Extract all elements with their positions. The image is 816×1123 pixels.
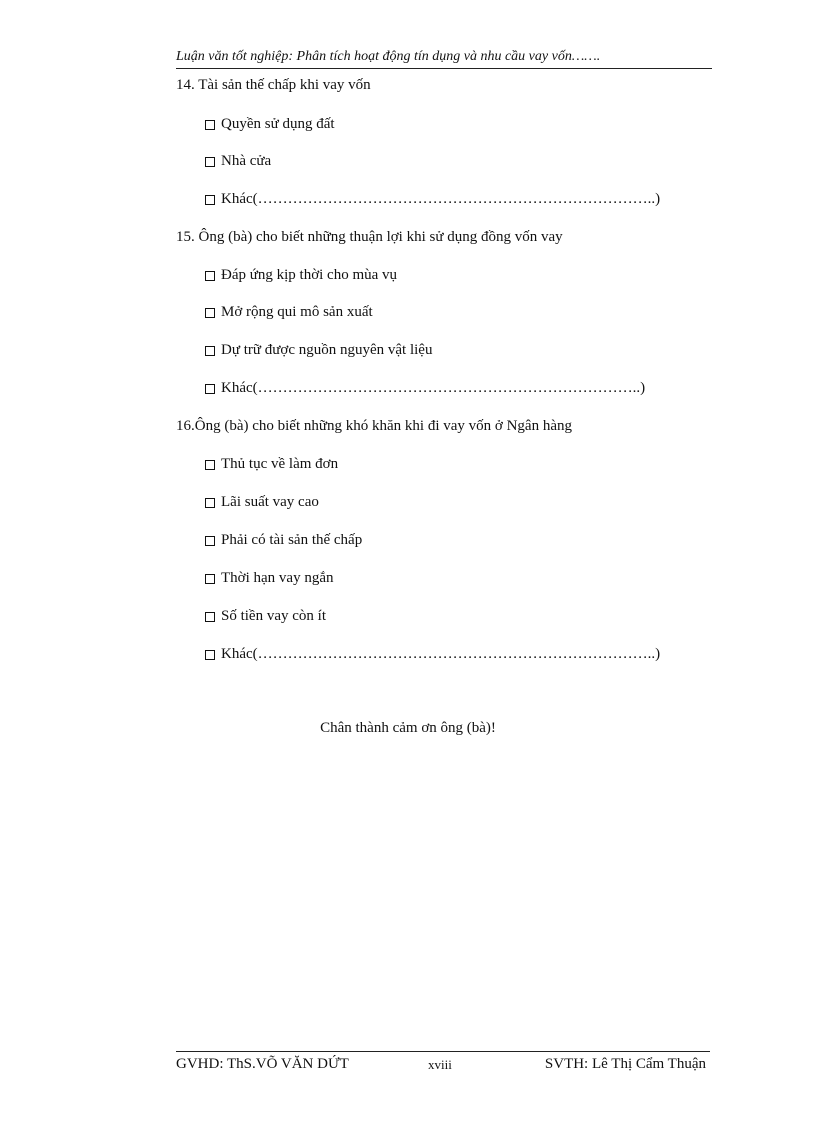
option-checkbox-row[interactable] bbox=[205, 570, 334, 587]
footer-page-number: xviii bbox=[428, 1057, 452, 1072]
option-checkbox-row[interactable] bbox=[205, 304, 373, 321]
option-checkbox-row[interactable] bbox=[205, 380, 645, 397]
option-checkbox-row[interactable] bbox=[205, 267, 397, 284]
checkbox-icon[interactable] bbox=[205, 612, 215, 622]
option-checkbox-row[interactable] bbox=[205, 646, 660, 663]
option-label: Lãi suất vay cao bbox=[221, 494, 319, 510]
checkbox-icon[interactable] bbox=[205, 650, 215, 660]
option-label: Phải có tài sản thế chấp bbox=[221, 532, 363, 548]
closing-thanks: Chân thành cảm ơn ông (bà)! bbox=[320, 720, 496, 736]
checkbox-icon[interactable] bbox=[205, 460, 215, 470]
option-label: Khác(…………………………………………………………………..) bbox=[221, 380, 646, 396]
question-14-label: 14. Tài sản thế chấp khi vay vốn bbox=[176, 77, 371, 93]
option-label: Khác(……………………………………………………………………..) bbox=[221, 191, 661, 207]
option-label: Thời hạn vay ngắn bbox=[221, 570, 334, 586]
checkbox-icon[interactable] bbox=[205, 498, 215, 508]
option-checkbox-row[interactable] bbox=[205, 456, 338, 473]
checkbox-icon[interactable] bbox=[205, 536, 215, 546]
header-title: Luận văn tốt nghiệp: Phân tích hoạt động tín dụng và nhu cầu vay vốn……. bbox=[176, 49, 601, 64]
option-label: Mở rộng qui mô sản xuất bbox=[221, 304, 373, 320]
question-16-label: 16.Ông (bà) cho biết những khó khăn khi đi vay vốn ở Ngân hàng bbox=[176, 418, 572, 434]
checkbox-icon[interactable] bbox=[205, 384, 215, 394]
option-label: Dự trữ được nguồn nguyên vật liệu bbox=[221, 342, 433, 358]
option-checkbox-row[interactable] bbox=[205, 342, 432, 359]
footer-student: SVTH: Lê Thị Cẩm Thuận bbox=[544, 1056, 706, 1072]
footer-advisor: GVHD: ThS.VÕ VĂN DỨT bbox=[176, 1056, 349, 1072]
option-checkbox-row[interactable] bbox=[205, 608, 326, 625]
checkbox-icon[interactable] bbox=[205, 308, 215, 318]
option-label: Thủ tục về làm đơn bbox=[221, 456, 339, 472]
option-label: Số tiền vay còn ít bbox=[221, 608, 326, 624]
option-checkbox-row[interactable] bbox=[205, 191, 660, 208]
page-header bbox=[176, 48, 712, 69]
question-15-label: 15. Ông (bà) cho biết những thuận lợi khi sử dụng đồng vốn vay bbox=[176, 229, 563, 245]
option-checkbox-row[interactable] bbox=[205, 116, 335, 133]
checkbox-icon[interactable] bbox=[205, 346, 215, 356]
option-label: Nhà cửa bbox=[221, 153, 272, 169]
checkbox-icon[interactable] bbox=[205, 271, 215, 281]
checkbox-icon[interactable] bbox=[205, 157, 215, 167]
option-label: Quyền sử dụng đất bbox=[221, 116, 335, 132]
option-checkbox-row[interactable] bbox=[205, 532, 362, 549]
option-checkbox-row[interactable] bbox=[205, 153, 271, 170]
option-label: Đáp ứng kịp thời cho mùa vụ bbox=[221, 267, 398, 283]
option-label: Khác(……………………………………………………………………..) bbox=[221, 646, 661, 662]
option-checkbox-row[interactable] bbox=[205, 494, 319, 511]
page-footer bbox=[176, 1051, 710, 1076]
checkbox-icon[interactable] bbox=[205, 120, 215, 130]
checkbox-icon[interactable] bbox=[205, 574, 215, 584]
checkbox-icon[interactable] bbox=[205, 195, 215, 205]
